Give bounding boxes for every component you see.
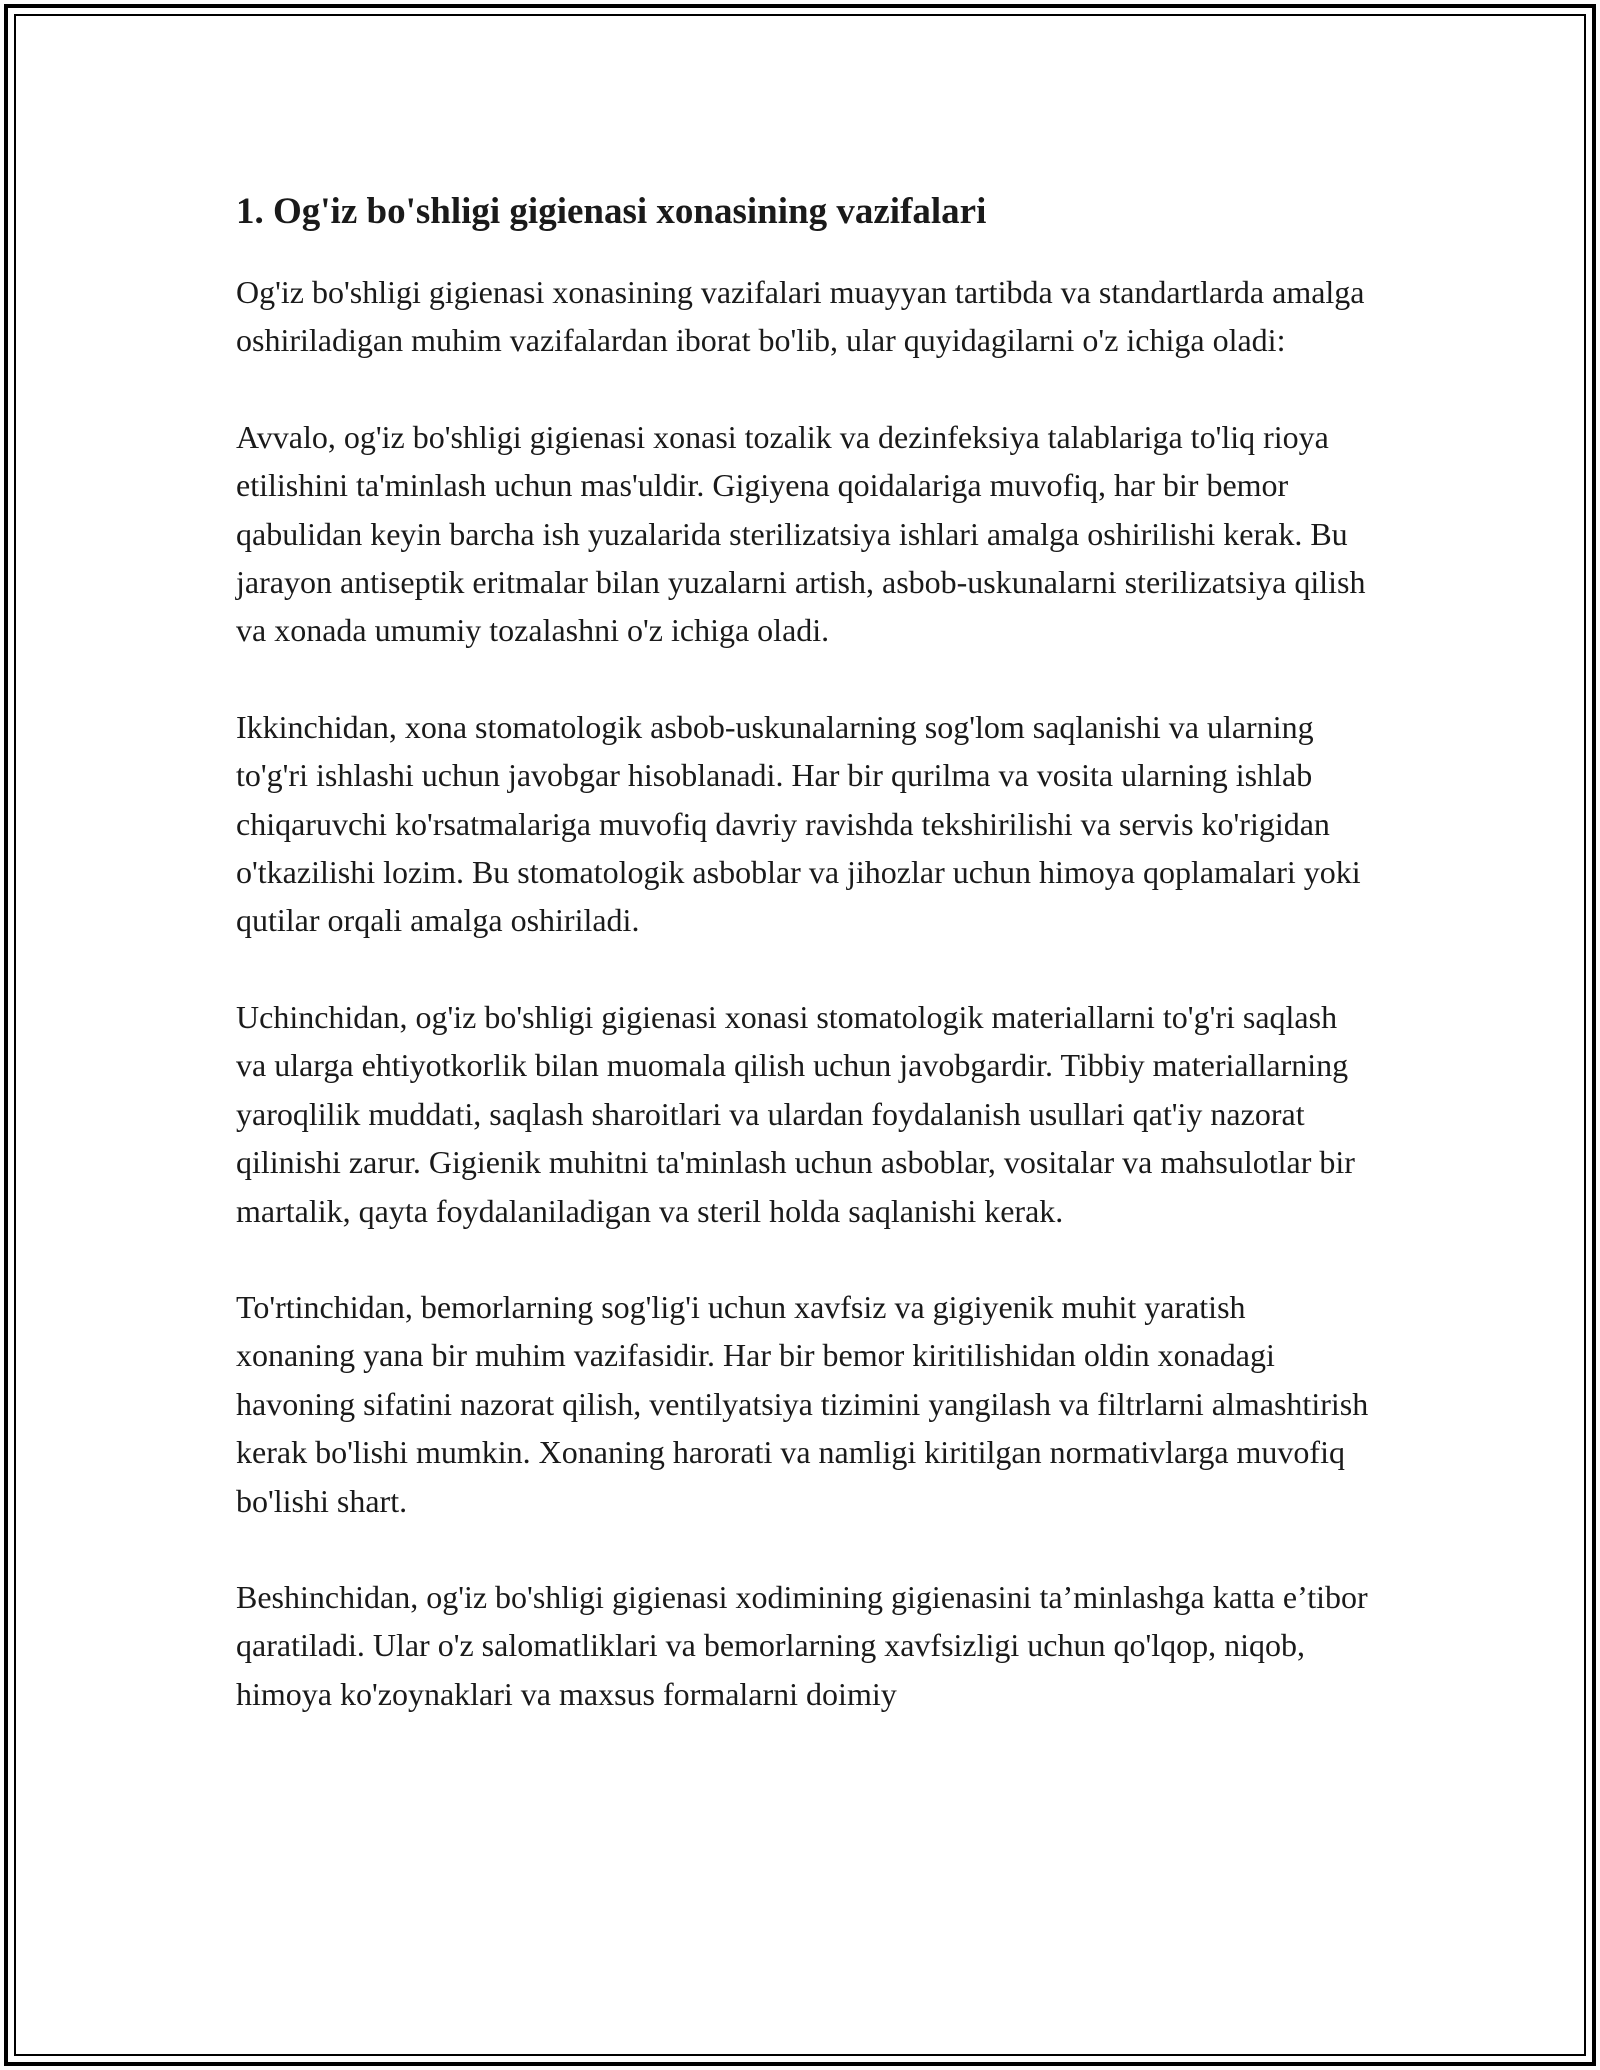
paragraph-third: Uchinchidan, og'iz bo'shligi gigienasi xonasi stomatologik materiallarni to'g'ri saqlash va ularga ehtiyotkorlik bilan muomala qilish uchun javobgardir. Tibbiy materiallarning yaroqlilik muddati, saqlash sharoitlari va ulardan foydalanish usullari qat'iy nazorat qilinishi zarur. Gigienik muhitni ta'minlash uchun asboblar, vositalar va mahsulotlar bir martalik, qayta foydalaniladigan va steril holda saqlanishi kerak. bbox=[236, 998, 1355, 1229]
paragraph-fifth: Beshinchidan, og'iz bo'shligi gigienasi xodimining gigienasini ta’minlashga katta e’tibor qaratiladi. Ular o'z salomatliklari va bemorlarning xavfsizligi uchun qo'lqop, niqob, himoya ko'zoynaklari va maxsus formalarni doimiy bbox=[236, 1578, 1368, 1712]
paragraph-fourth: To'rtinchidan, bemorlarning sog'lig'i uchun xavfsiz va gigiyenik muhit yaratish xonaning yana bir muhim vazifasidir. Har bir bemor kiritilishidan oldin xonadagi havoning sifatini nazorat qilish, ventilyatsiya tizimini yangilash va filtrlarni almashtirish kerak bo'lishi mumkin. Xonaning harorati va namligi kiritilgan normativlarga muvofiq bo'lishi shart. bbox=[236, 1288, 1369, 1519]
section-heading: 1. Og'iz bo'shligi gigienasi xonasining vazifalari bbox=[236, 191, 987, 232]
paragraph-intro: Og'iz bo'shligi gigienasi xonasining vazifalari muayyan tartibda va standartlarda amalga oshiriladigan muhim vazifalardan iborat bo'lib, ular quyidagilarni o'z ichiga oladi: bbox=[236, 274, 1365, 359]
paragraph-first: Avvalo, og'iz bo'shligi gigienasi xonasi tozalik va dezinfeksiya talablariga to'liq rioya etilishini ta'minlash uchun mas'uldir. Gigiyena qoidalariga muvofiq, har bir bemor qabulidan keyin barcha ish yuzalarida sterilizatsiya ishlari amalga oshirilishi kerak. Bu jarayon antiseptik eritmalar bilan yuzalarni artish, asbob-uskunalarni sterilizatsiya qilish va xonada umumiy tozalashni o'z ichiga oladi. bbox=[236, 418, 1366, 649]
paragraph-second: Ikkinchidan, xona stomatologik asbob-uskunalarning sog'lom saqlanishi va ularning to'g'ri ishlashi uchun javobgar hisoblanadi. Har bir qurilma va vosita ularning ishlab chiqaruvchi ko'rsatmalariga muvofiq davriy ravishda tekshirilishi va servis ko'rigidan o'tkazilishi lozim. Bu stomatologik asboblar va jihozlar uchun himoya qoplamalari yoki qutilar orqali amalga oshiriladi. bbox=[236, 708, 1361, 939]
document-body bbox=[236, 186, 1372, 1718]
